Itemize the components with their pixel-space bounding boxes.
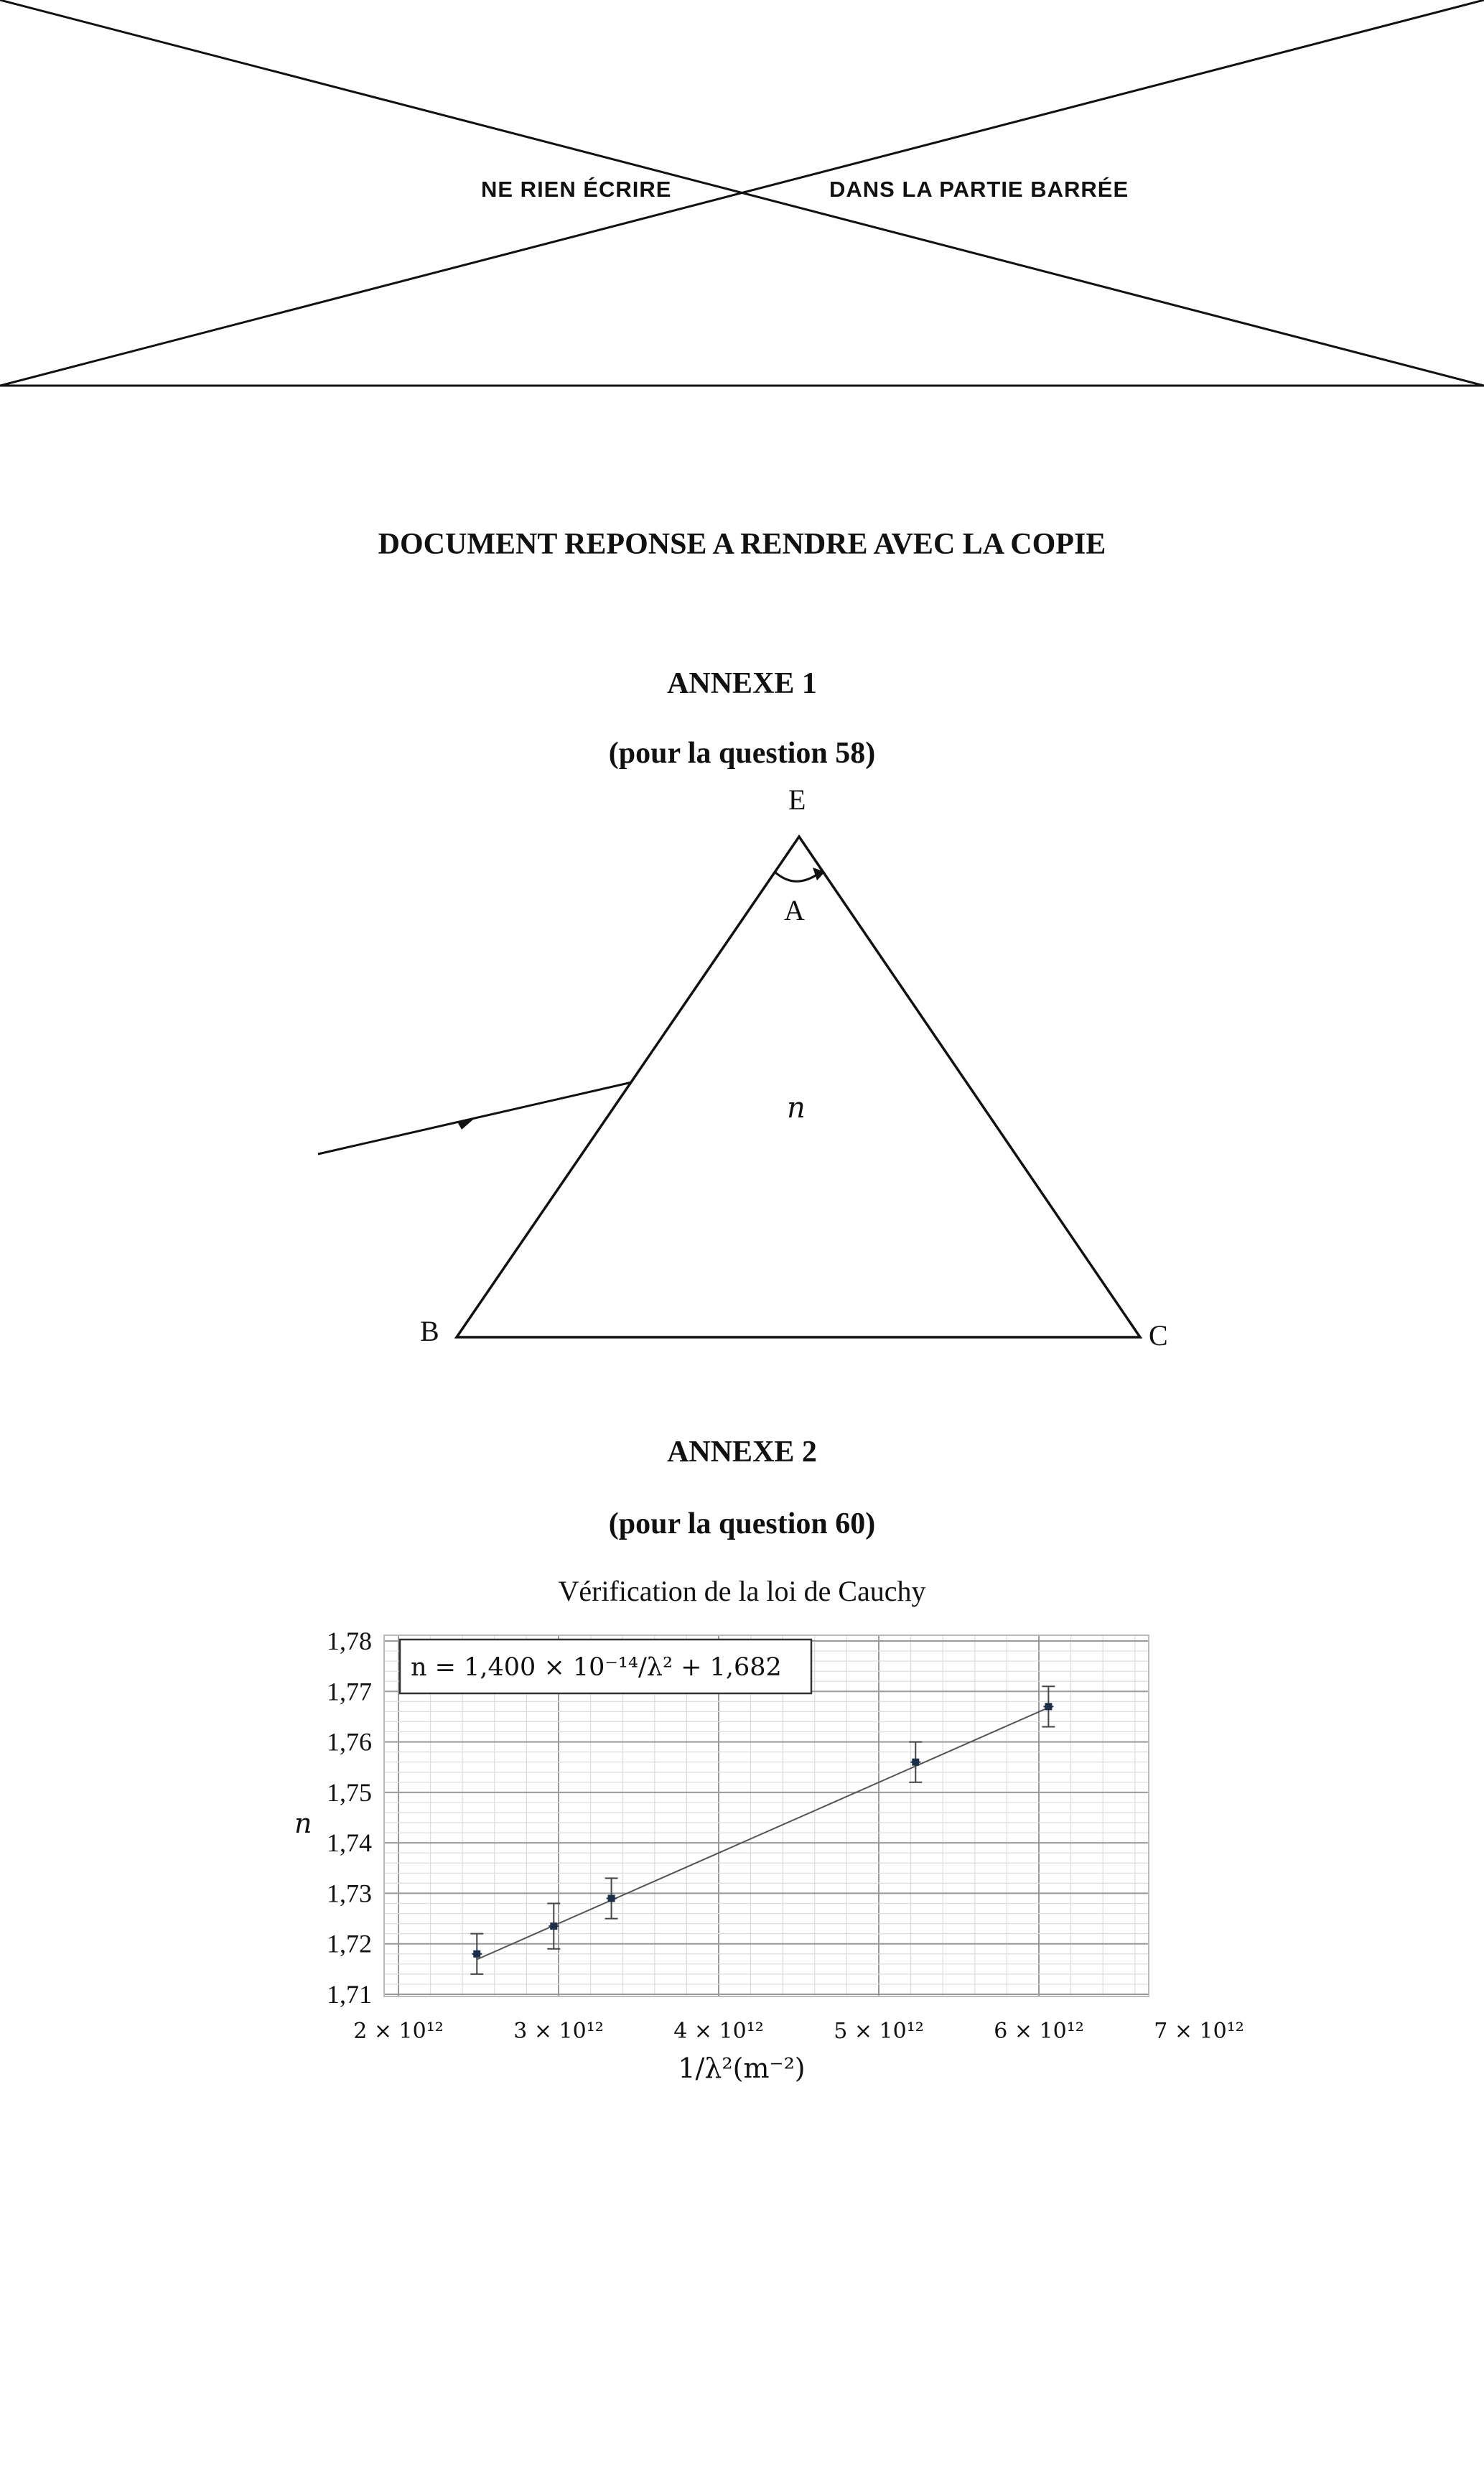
prism-vertex-c-label: C xyxy=(1149,1319,1168,1352)
fit-line-group xyxy=(477,1708,1048,1960)
data-point-5 xyxy=(1042,1686,1055,1726)
prism-angle-label: A xyxy=(784,894,805,926)
prism-index-label: n xyxy=(787,1092,806,1125)
data-point-3 xyxy=(605,1878,618,1918)
data-point-1 xyxy=(470,1934,483,1974)
annexe1-subtitle: (pour la question 58) xyxy=(608,737,876,770)
y-axis-label: n xyxy=(294,1808,312,1839)
barred-right-text: DANS LA PARTIE BARRÉE xyxy=(829,177,1129,202)
y-tick-label: 1,75 xyxy=(327,1777,372,1807)
y-tick-label: 1,73 xyxy=(327,1879,372,1908)
equation-text: n = 1,400 × 10⁻¹⁴/λ² + 1,682 xyxy=(411,1653,782,1682)
x-tick-label: 3 × 10¹² xyxy=(513,2019,604,2044)
annexe2-subtitle: (pour la question 60) xyxy=(608,1507,876,1540)
x-tick-label: 6 × 10¹² xyxy=(994,2019,1084,2044)
document-title: DOCUMENT REPONSE A RENDRE AVEC LA COPIE xyxy=(378,528,1106,561)
y-tick-label: 1,78 xyxy=(327,1627,372,1655)
x-tick-label: 4 × 10¹² xyxy=(673,2019,764,2044)
point-marker xyxy=(550,1922,557,1930)
x-tick-label: 5 × 10¹² xyxy=(834,2019,924,2044)
y-tick-label: 1,77 xyxy=(327,1677,372,1706)
barred-left-text: NE RIEN ÉCRIRE xyxy=(481,177,672,202)
x-tick-labels xyxy=(353,2019,1244,2044)
point-marker xyxy=(608,1894,615,1902)
y-tick-label: 1,71 xyxy=(327,1980,372,2009)
annexe1-title: ANNEXE 1 xyxy=(667,667,817,700)
x-tick-label: 7 × 10¹² xyxy=(1154,2019,1244,2044)
point-marker xyxy=(912,1759,919,1766)
point-marker xyxy=(1045,1703,1052,1710)
y-tick-label: 1,74 xyxy=(327,1828,372,1858)
prism-vertex-b-label: B xyxy=(420,1315,439,1347)
chart-title: Vérification de la loi de Cauchy xyxy=(558,1575,926,1607)
point-marker xyxy=(473,1950,480,1958)
annexe2-title: ANNEXE 2 xyxy=(667,1436,817,1469)
x-axis-label: 1/λ²(m⁻²) xyxy=(678,2052,806,2084)
y-tick-label: 1,76 xyxy=(327,1727,372,1757)
x-tick-label: 2 × 10¹² xyxy=(353,2019,444,2044)
fit-line xyxy=(477,1708,1048,1960)
prism-apex-label: E xyxy=(788,783,806,816)
y-tick-labels xyxy=(327,1627,372,2009)
y-tick-label: 1,72 xyxy=(327,1929,372,1958)
